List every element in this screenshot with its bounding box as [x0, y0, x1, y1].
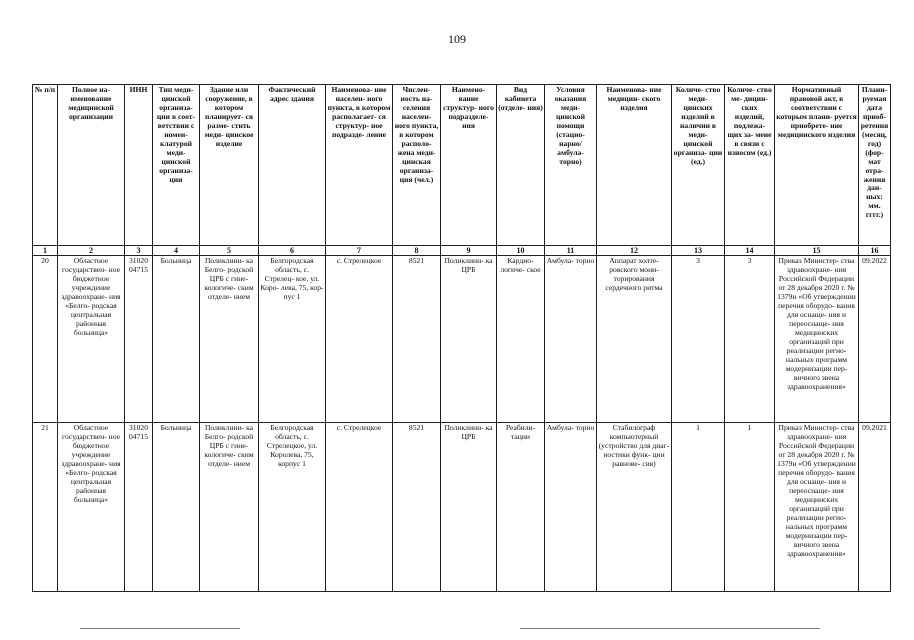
- table-row: [33, 256, 891, 423]
- cell-unit: Поликлини- ка ЦРБ: [441, 256, 497, 423]
- col-header-org-type: Тип меди- цинской организа- ции в соот- ветствии с номен- клатурой меди- цинской организа- ции: [153, 85, 200, 246]
- cell-device: Аппарат холте- ровского мони- торирования сердечного ритма: [597, 256, 672, 423]
- col-header-number: № п/п: [33, 85, 58, 246]
- cell-planned-date: 09.2021: [859, 423, 891, 592]
- col-header-population: Числен- ность на- селения населен- ного пункта, в котором располо- жена меди- цинская организа- ция (чел.): [393, 85, 441, 246]
- col-header-unit: Наимено- вание структур- ного подразделе- ния: [441, 85, 497, 246]
- col-header-device: Наименова- ние медицин- ского изделия: [597, 85, 672, 246]
- column-number: 8: [393, 246, 441, 256]
- cell-device: Стабилограф компьютерный (устройство для диаг- ностики функ- ции равнове- сия): [597, 423, 672, 592]
- cell-conditions: Амбула- торно: [545, 256, 597, 423]
- cell-qty-available: 3: [672, 256, 725, 423]
- cell-building: Поликлини- ка Белго- родской ЦРБ с гине- кологиче- ским отделе- нием: [200, 423, 259, 592]
- cell-population: 8521: [393, 423, 441, 592]
- cell-unit: Поликлини- ка ЦРБ: [441, 423, 497, 592]
- header-row: [33, 85, 891, 246]
- column-numbers-row: [33, 246, 891, 256]
- scan-edge-line: [80, 628, 240, 629]
- cell-conditions: Амбула- торно: [545, 423, 597, 592]
- column-number: 3: [125, 246, 153, 256]
- cell-number: 21: [33, 423, 58, 592]
- cell-inn: 31020 04715: [125, 423, 153, 592]
- cell-legal-act: Приказ Министер- ства здравоохране- ния Российской Федерации от 28 декабря 2020 г. № 1379н «Об утверждении перечня оборудо- вания для оснаще- ния и переоснаще- ния медицинских организаций при реализации регио- нальных программ модернизации пер- вичного звена здравоохранения»: [775, 423, 859, 592]
- cell-legal-act: Приказ Министер- ства здравоохране- ния Российской Федерации от 28 декабря 2020 г. № 1379н «Об утверждении перечня оборудо- вания для оснаще- ния и переоснаще- ния медицинских организаций при реализации регио- нальных программ модернизации пер- вичного звена здравоохранения»: [775, 256, 859, 423]
- column-number: 2: [58, 246, 125, 256]
- cell-qty-replace: 3: [725, 256, 775, 423]
- cell-org-name: Областное государствен- ное бюджетное учреждение здравоохране- ния «Белго- родская центральная районная больница»: [58, 256, 125, 423]
- cell-qty-available: 1: [672, 423, 725, 592]
- cell-org-type: Больница: [153, 423, 200, 592]
- table-row: [33, 423, 891, 592]
- column-number: 7: [326, 246, 393, 256]
- col-header-locality: Наименова- ние населен- ного пункта, в котором располагает- ся структур- ное подразде- ление: [326, 85, 393, 246]
- scan-edge-line: [520, 628, 820, 629]
- page-number: 109: [448, 32, 466, 46]
- cell-org-type: Больница: [153, 256, 200, 423]
- column-number: 5: [200, 246, 259, 256]
- column-number: 4: [153, 246, 200, 256]
- cell-population: 8521: [393, 256, 441, 423]
- column-number: 16: [859, 246, 891, 256]
- cell-cabinet: Реабили- тации: [497, 423, 545, 592]
- column-number: 12: [597, 246, 672, 256]
- col-header-conditions: Условия оказания меди- цинской помощи (стацио- нарно/ амбула- торно): [545, 85, 597, 246]
- col-header-cabinet: Вид кабинета (отделе- ния): [497, 85, 545, 246]
- col-header-address: Фактический адрес здания: [259, 85, 326, 246]
- column-number: 6: [259, 246, 326, 256]
- column-number: 13: [672, 246, 725, 256]
- column-number: 14: [725, 246, 775, 256]
- cell-cabinet: Кардио- логиче- ское: [497, 256, 545, 423]
- col-header-org-name: Полное на- именование медицинской организации: [58, 85, 125, 246]
- column-number: 15: [775, 246, 859, 256]
- column-number: 1: [33, 246, 58, 256]
- cell-planned-date: 09.2022: [859, 256, 891, 423]
- column-number: 11: [545, 246, 597, 256]
- cell-number: 20: [33, 256, 58, 423]
- col-header-legal-act: Нормативный правовой акт, в соответствии с которым плани- руется приобрете- ние медицинского изделия: [775, 85, 859, 246]
- column-number: 10: [497, 246, 545, 256]
- col-header-planned-date: Плани- руемая дата приоб- ретения (месяц, год) (фор- мат отра- жения дан- ных: мм. гггг.): [859, 85, 891, 246]
- cell-locality: с. Стрелецкое: [326, 256, 393, 423]
- cell-org-name: Областное государствен- ное бюджетное учреждение здравоохране- ния «Белго- родская центральная районная больница»: [58, 423, 125, 592]
- col-header-qty-available: Количе- ство меди- цинских изделий в наличии в меди- цинской организа- ции (ед.): [672, 85, 725, 246]
- cell-inn: 31020 04715: [125, 256, 153, 423]
- col-header-qty-replace: Количе- ство ме- дицин- ских изделий, подлежа- щих за- мене в связи с износом (ед.): [725, 85, 775, 246]
- cell-building: Поликлини- ка Белго- родской ЦРБ с гине- кологиче- ским отделе- нием: [200, 256, 259, 423]
- col-header-inn: ИНН: [125, 85, 153, 246]
- column-number: 9: [441, 246, 497, 256]
- cell-address: Белгородская область, с. Стрелец- кое, ул. Коро- лева, 75, кор- пус 1: [259, 256, 326, 423]
- col-header-building: Здание или сооружение, в котором планирует- ся разме- стить меди- цинское изделие: [200, 85, 259, 246]
- cell-address: Белгородская область, с. Стрелецкое, ул. Королева, 75, корпус 1: [259, 423, 326, 592]
- cell-qty-replace: 1: [725, 423, 775, 592]
- cell-locality: с. Стрелецкое: [326, 423, 393, 592]
- equipment-table: [32, 84, 891, 592]
